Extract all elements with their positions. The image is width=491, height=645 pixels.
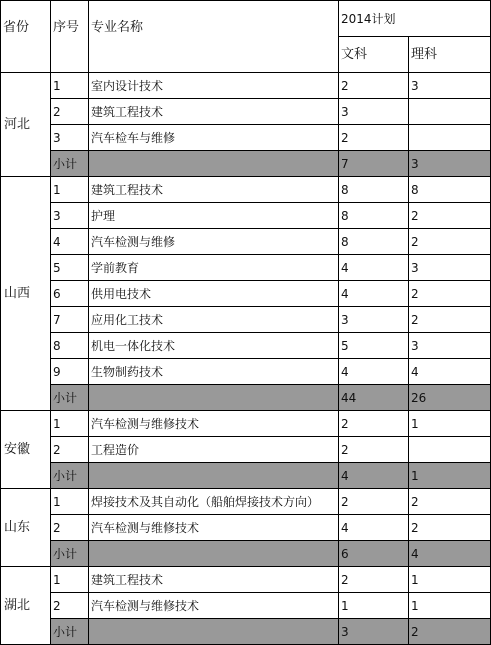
seq-cell: 9 xyxy=(51,359,89,385)
like-cell: 3 xyxy=(409,73,491,99)
major-cell: 汽车检测与维修技术 xyxy=(89,593,339,619)
wenke-cell: 4 xyxy=(339,281,409,307)
table-row xyxy=(1,255,491,281)
seq-cell: 1 xyxy=(51,567,89,593)
wenke-cell: 8 xyxy=(339,229,409,255)
major-cell: 汽车检车与维修 xyxy=(89,125,339,151)
subtotal-row xyxy=(1,385,491,411)
seq-header: 序号 xyxy=(51,1,89,73)
province-cell: 山东 xyxy=(1,489,51,567)
subtotal-blank-cell xyxy=(89,619,339,645)
seq-cell: 3 xyxy=(51,125,89,151)
seq-cell: 7 xyxy=(51,307,89,333)
table-row xyxy=(1,333,491,359)
like-cell: 2 xyxy=(409,489,491,515)
major-cell: 应用化工技术 xyxy=(89,307,339,333)
province-cell: 河北 xyxy=(1,73,51,177)
table-row xyxy=(1,177,491,203)
like-header: 理科 xyxy=(409,37,491,73)
subtotal-label: 小计 xyxy=(51,463,89,489)
major-cell: 工程造价 xyxy=(89,437,339,463)
table-row xyxy=(1,411,491,437)
like-cell: 1 xyxy=(409,411,491,437)
wenke-cell: 5 xyxy=(339,333,409,359)
wenke-cell: 2 xyxy=(339,411,409,437)
wenke-cell: 4 xyxy=(339,255,409,281)
major-cell: 焊接技术及其自动化（船舶焊接技术方向） xyxy=(89,489,339,515)
major-cell: 建筑工程技术 xyxy=(89,567,339,593)
header-row xyxy=(1,1,491,37)
subtotal-like-cell: 26 xyxy=(409,385,491,411)
subtotal-row xyxy=(1,463,491,489)
subtotal-wenke-cell: 3 xyxy=(339,619,409,645)
subtotal-like-cell: 2 xyxy=(409,619,491,645)
major-cell: 室内设计技术 xyxy=(89,73,339,99)
seq-cell: 2 xyxy=(51,437,89,463)
subtotal-wenke-cell: 4 xyxy=(339,463,409,489)
province-cell: 湖北 xyxy=(1,567,51,645)
wenke-cell: 2 xyxy=(339,73,409,99)
table-row xyxy=(1,99,491,125)
major-cell: 汽车检测与维修技术 xyxy=(89,411,339,437)
like-cell: 1 xyxy=(409,593,491,619)
like-cell xyxy=(409,125,491,151)
subtotal-label: 小计 xyxy=(51,541,89,567)
seq-cell: 1 xyxy=(51,177,89,203)
wenke-cell: 1 xyxy=(339,593,409,619)
table-row xyxy=(1,203,491,229)
table-row xyxy=(1,515,491,541)
subtotal-wenke-cell: 44 xyxy=(339,385,409,411)
subtotal-label: 小计 xyxy=(51,619,89,645)
wenke-cell: 2 xyxy=(339,567,409,593)
wenke-cell: 8 xyxy=(339,203,409,229)
seq-cell: 3 xyxy=(51,203,89,229)
seq-cell: 5 xyxy=(51,255,89,281)
subtotal-like-cell: 3 xyxy=(409,151,491,177)
like-cell xyxy=(409,99,491,125)
table-row xyxy=(1,281,491,307)
like-cell: 2 xyxy=(409,307,491,333)
like-cell: 2 xyxy=(409,281,491,307)
province-cell: 安徽 xyxy=(1,411,51,489)
table-row xyxy=(1,437,491,463)
like-cell: 4 xyxy=(409,359,491,385)
like-cell xyxy=(409,437,491,463)
major-cell: 建筑工程技术 xyxy=(89,99,339,125)
province-cell: 山西 xyxy=(1,177,51,411)
seq-cell: 1 xyxy=(51,73,89,99)
major-cell: 护理 xyxy=(89,203,339,229)
plan-header: 2014计划 xyxy=(339,1,491,37)
seq-cell: 2 xyxy=(51,515,89,541)
subtotal-wenke-cell: 7 xyxy=(339,151,409,177)
seq-cell: 8 xyxy=(51,333,89,359)
subtotal-row xyxy=(1,151,491,177)
seq-cell: 2 xyxy=(51,593,89,619)
subtotal-label: 小计 xyxy=(51,151,89,177)
seq-cell: 2 xyxy=(51,99,89,125)
subtotal-blank-cell xyxy=(89,541,339,567)
wenke-cell: 4 xyxy=(339,515,409,541)
wenke-cell: 2 xyxy=(339,489,409,515)
table-row xyxy=(1,307,491,333)
province-header: 省份 xyxy=(1,1,51,73)
major-cell: 汽车检测与维修技术 xyxy=(89,515,339,541)
wenke-cell: 3 xyxy=(339,307,409,333)
major-cell: 机电一体化技术 xyxy=(89,333,339,359)
subtotal-wenke-cell: 6 xyxy=(339,541,409,567)
table-row xyxy=(1,125,491,151)
seq-cell: 6 xyxy=(51,281,89,307)
seq-cell: 4 xyxy=(51,229,89,255)
wenke-cell: 4 xyxy=(339,359,409,385)
subtotal-row xyxy=(1,541,491,567)
table-row xyxy=(1,359,491,385)
major-header: 专业名称 xyxy=(89,1,339,73)
wenke-cell: 8 xyxy=(339,177,409,203)
subtotal-blank-cell xyxy=(89,151,339,177)
wenke-cell: 2 xyxy=(339,437,409,463)
subtotal-blank-cell xyxy=(89,385,339,411)
wenke-header: 文科 xyxy=(339,37,409,73)
subtotal-blank-cell xyxy=(89,463,339,489)
like-cell: 2 xyxy=(409,229,491,255)
like-cell: 3 xyxy=(409,255,491,281)
table-row xyxy=(1,567,491,593)
like-cell: 2 xyxy=(409,203,491,229)
subtotal-like-cell: 1 xyxy=(409,463,491,489)
wenke-cell: 2 xyxy=(339,125,409,151)
like-cell: 8 xyxy=(409,177,491,203)
like-cell: 2 xyxy=(409,515,491,541)
major-cell: 学前教育 xyxy=(89,255,339,281)
like-cell: 3 xyxy=(409,333,491,359)
subtotal-like-cell: 4 xyxy=(409,541,491,567)
like-cell: 1 xyxy=(409,567,491,593)
table-row xyxy=(1,593,491,619)
major-cell: 供用电技术 xyxy=(89,281,339,307)
major-cell: 汽车检测与维修 xyxy=(89,229,339,255)
major-cell: 生物制药技术 xyxy=(89,359,339,385)
major-cell: 建筑工程技术 xyxy=(89,177,339,203)
wenke-cell: 3 xyxy=(339,99,409,125)
table-row xyxy=(1,73,491,99)
seq-cell: 1 xyxy=(51,411,89,437)
subtotal-label: 小计 xyxy=(51,385,89,411)
table-row xyxy=(1,489,491,515)
table-row xyxy=(1,229,491,255)
seq-cell: 1 xyxy=(51,489,89,515)
table-body xyxy=(1,73,491,645)
subtotal-row xyxy=(1,619,491,645)
